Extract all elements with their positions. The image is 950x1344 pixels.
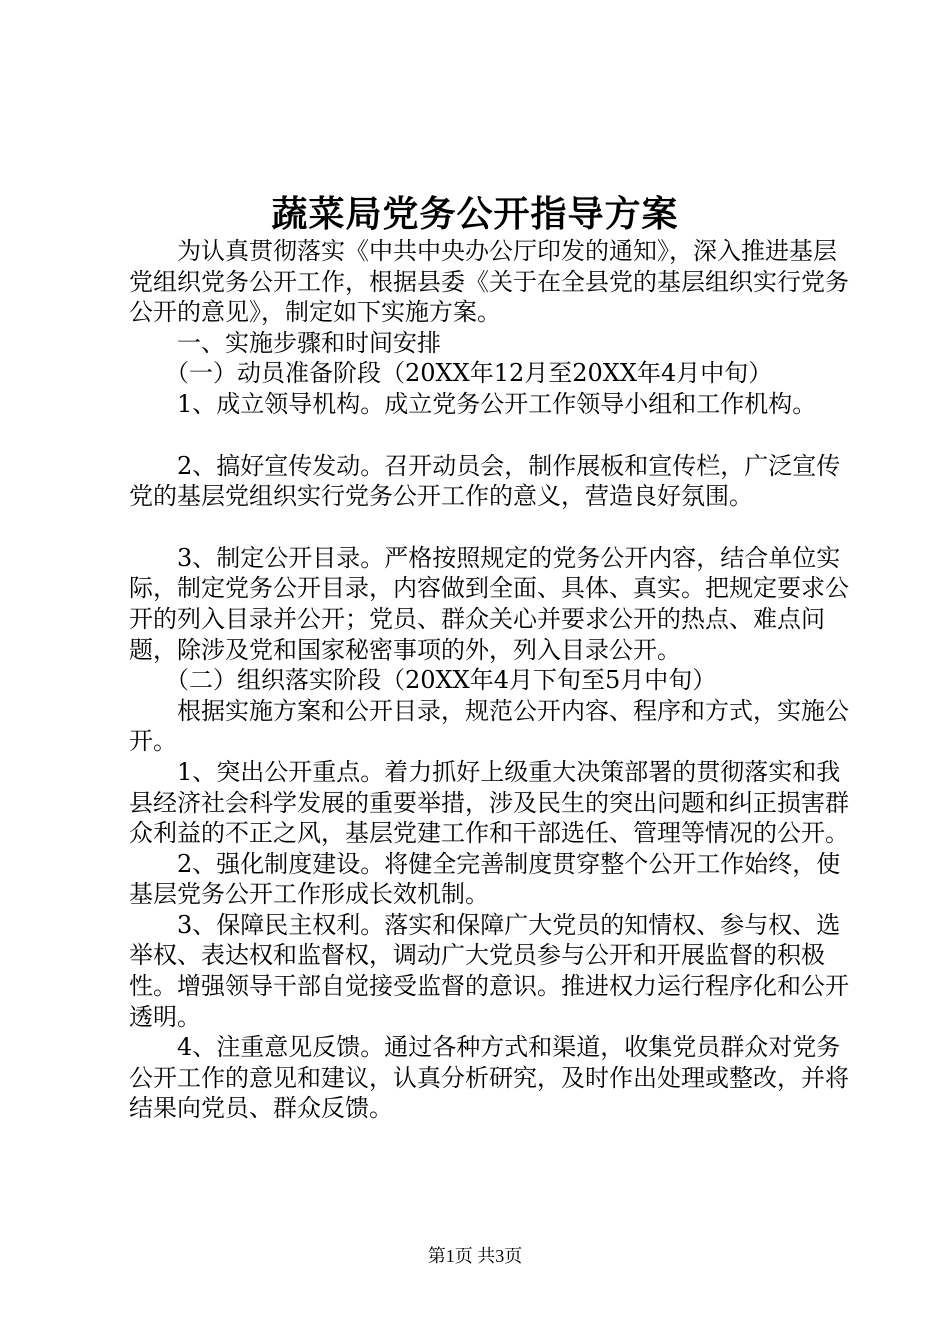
body-paragraph: 2、强化制度建设。将健全完善制度贯穿整个公开工作始终，使基层党务公开工作形成长效机制。: [129, 849, 841, 909]
document-title: 蔬菜局党务公开指导方案: [271, 194, 679, 235]
body-paragraph: 根据实施方案和公开目录，规范公开内容、程序和方式，实施公开。: [129, 696, 849, 756]
page-indicator: 第1页 共3页: [427, 1246, 523, 1266]
intro-paragraph: 为认真贯彻落实《中共中央办公厅印发的通知》，深入推进基层党组织党务公开工作，根据县委《关于在全县党的基层组织实行党务公开的意见》，制定如下实施方案。: [129, 237, 849, 327]
body-paragraph: 1、成立领导机构。成立党务公开工作领导小组和工作机构。: [177, 389, 817, 418]
body-paragraph: 4、注重意见反馈。通过各种方式和渠道，收集党员群众对党务公开工作的意见和建议，认真分析研究，及时作出处理或整改，并将结果向党员、群众反馈。: [129, 1033, 849, 1123]
body-paragraph: 2、搞好宣传发动。召开动员会，制作展板和宣传栏，广泛宣传党的基层党组织实行党务公开工作的意义，营造良好氛围。: [129, 451, 841, 511]
body-paragraph: 3、保障民主权利。落实和保障广大党员的知情权、参与权、选举权、表达权和监督权，调动广大党员参与公开和开展监督的积极性。增强领导干部自觉接受监督的意识。推进权力运行程序化和公开透明。: [129, 910, 849, 1031]
body-paragraph: 1、突出公开重点。着力抓好上级重大决策部署的贯彻落实和我县经济社会科学发展的重要举措，涉及民生的突出问题和纠正损害群众利益的不正之风，基层党建工作和干部选任、管理等情况的公开。: [129, 757, 849, 848]
document-body: [129, 236, 859, 1124]
subsection-heading: （二）组织落实阶段（20XX年4月下旬至5月中旬）: [165, 666, 717, 695]
subsection-heading: （一）动员准备阶段（20XX年12月至20XX年4月中旬）: [165, 359, 773, 388]
section-heading: 一、实施步骤和时间安排: [177, 328, 441, 357]
body-paragraph: 3、制定公开目录。严格按照规定的党务公开内容，结合单位实际，制定党务公开目录，内容做到全面、具体、真实。把规定要求公开的列入目录并公开；党员、群众关心并要求公开的热点、难点问题，除涉及党和国家秘密事项的外，列入目录公开。: [129, 543, 849, 664]
